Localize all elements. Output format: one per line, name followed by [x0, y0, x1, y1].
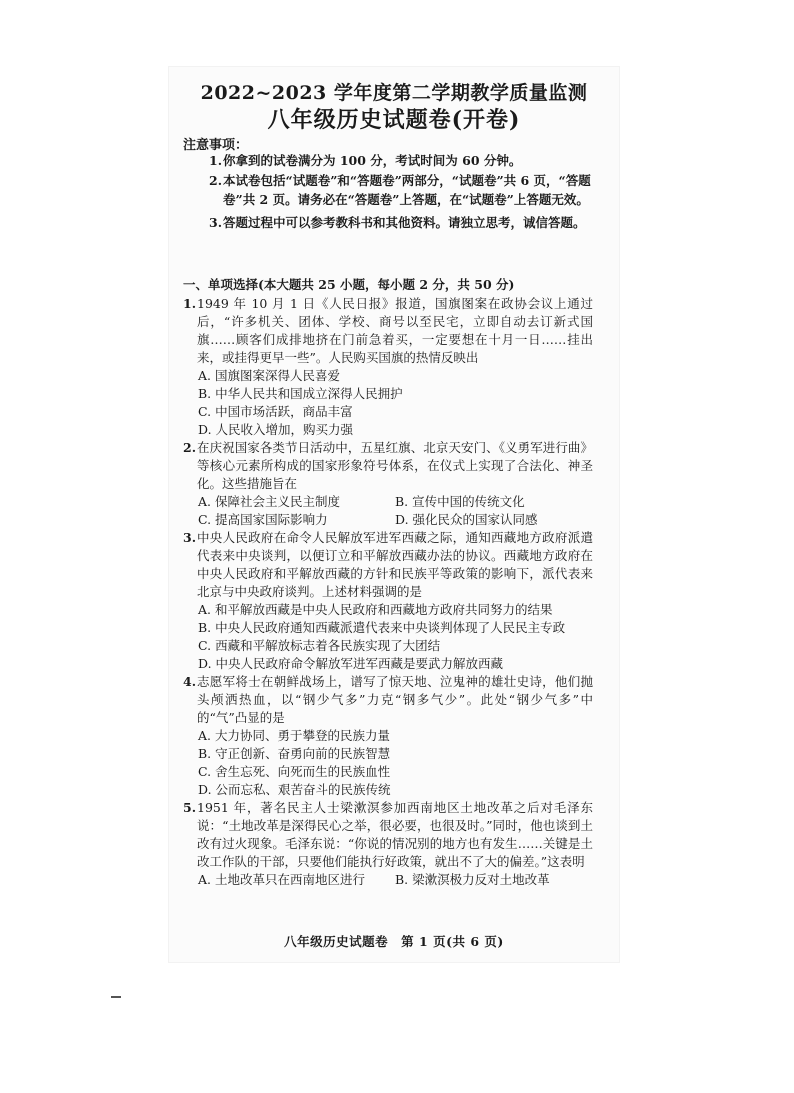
notice-item: [209, 151, 593, 170]
option-b: B. 中央人民政府通知西藏派遣代表来中央谈判体现了人民民主专政: [198, 620, 566, 635]
option-c: C. 提高国家国际影响力: [198, 512, 328, 527]
question-stem: 1949 年 10 月 1 日《人民日报》报道，国旗图案在政协会议上通过后，“许多机关、团体、学校、商号以至民宅，立即自动去订新式国旗……顾客们成排地挤在门前急着买，一定要想在十月一日……挂出来，或挂得更早一些”。人民购买国旗的热情反映出: [197, 296, 593, 365]
option-a: A. 保障社会主义民主制度: [198, 494, 340, 509]
notice-item: [209, 171, 593, 209]
option-d: D. 公而忘私、艰苦奋斗的民族传统: [198, 782, 391, 797]
notice-text: 答题过程中可以参考教科书和其他资料。请独立思考，诚信答题。: [223, 215, 586, 230]
option-a: A. 国旗图案深得人民喜爱: [198, 368, 340, 383]
page-footer: 八年级历史试题卷 第 1 页(共 6 页): [284, 934, 504, 949]
option-b: B. 宣传中国的传统文化: [395, 494, 525, 509]
option-row: [183, 871, 593, 889]
question-number: 5.: [183, 800, 197, 815]
question-2: [183, 439, 593, 493]
option-c: C. 中国市场活跃，商品丰富: [198, 404, 353, 419]
option-a: A. 土地改革只在西南地区进行: [198, 872, 365, 887]
option-row: [183, 511, 593, 529]
option-row: [183, 493, 593, 511]
question-number: 3.: [183, 530, 197, 545]
question-number: 1.: [183, 296, 197, 311]
notice-number: 2.: [209, 173, 223, 188]
option-c: C. 舍生忘死、向死而生的民族血性: [198, 764, 391, 779]
notice-text: 你拿到的试卷满分为 100 分，考试时间为 60 分钟。: [223, 153, 522, 168]
notice-item: [209, 213, 593, 232]
notice-heading: 注意事项：: [183, 138, 249, 153]
question-stem: 1951 年，著名民主人士梁漱溟参加西南地区土地改革之后对毛泽东说：“土地改革是深得民心之举，很必要，也很及时。”同时，他也谈到土改有过火现象。毛泽东说：“你说的情况别的地方也有发生……关键是土改工作队的干部，只要他们能执行好政策，就出不了大的偏差。”这表明: [197, 800, 593, 869]
option-a: A. 大力协同、勇于攀登的民族力量: [198, 728, 390, 743]
option-b: B. 中华人民共和国成立深得人民拥护: [198, 386, 403, 401]
option-c: C. 西藏和平解放标志着各民族实现了大团结: [198, 638, 441, 653]
question-stem: 在庆祝国家各类节日活动中，五星红旗、北京天安门、《义勇军进行曲》等核心元素所构成的国家形象符号体系，在仪式上实现了合法化、神圣化。这些措施旨在: [197, 440, 593, 491]
question-4: [183, 673, 593, 727]
question-number: 2.: [183, 440, 197, 455]
notice-text: 本试卷包括“试题卷”和“答题卷”两部分，“试题卷”共 6 页，“答题卷”共 2 页。请务必在“答题卷”上答题，在“试题卷”上答题无效。: [223, 173, 591, 207]
notice-number: 3.: [209, 215, 223, 230]
option-d: D. 中央人民政府命令解放军进军西藏是要武力解放西藏: [198, 656, 504, 671]
exam-title-line1: 2022~2023 学年度第二学期教学质量监测: [200, 82, 588, 104]
scan-mark: [111, 996, 121, 998]
notice-number: 1.: [209, 153, 223, 168]
question-1: [183, 295, 593, 367]
question-stem: 中央人民政府在命令人民解放军进军西藏之际，通知西藏地方政府派遣代表来中央谈判，以便订立和平解放西藏办法的协议。西藏地方政府在中央人民政府和平解放西藏的方针和民族平等政策的影响下，派代表来北京与中央政府谈判。上述材料强调的是: [197, 530, 593, 599]
option-d: D. 人民收入增加，购买力强: [198, 422, 354, 437]
question-3: [183, 529, 593, 601]
question-5: [183, 799, 593, 871]
section-heading: 一、单项选择(本大题共 25 小题，每小题 2 分，共 50 分): [183, 277, 515, 292]
question-number: 4.: [183, 674, 197, 689]
question-stem: 志愿军将士在朝鲜战场上，谱写了惊天地、泣鬼神的雄壮史诗，他们抛头颅洒热血，以“钢少气多”力克“钢多气少”。此处“钢少气多”中的“气”凸显的是: [197, 674, 593, 725]
option-b: B. 守正创新、奋勇向前的民族智慧: [198, 746, 391, 761]
option-b: B. 梁漱溟极力反对土地改革: [395, 872, 550, 887]
exam-title-line2: 八年级历史试题卷(开卷): [267, 107, 521, 133]
notice-list: [209, 151, 593, 233]
option-d: D. 强化民众的国家认同感: [395, 512, 538, 527]
option-a: A. 和平解放西藏是中央人民政府和西藏地方政府共同努力的结果: [198, 602, 553, 617]
question-list: [183, 295, 593, 889]
